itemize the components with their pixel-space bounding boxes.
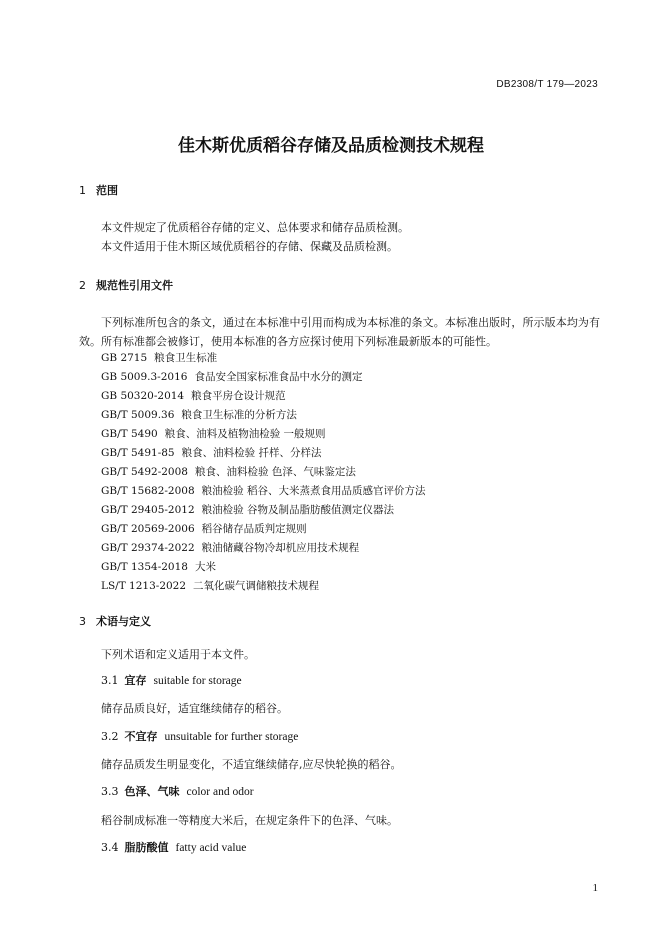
term-english: suitable for storage: [153, 675, 242, 687]
reference-item: [101, 368, 426, 387]
reference-code: GB/T 5009.36: [101, 409, 175, 421]
reference-title: 粮食、油料及植物油检验 一般规则: [164, 428, 326, 440]
term-3-3: [101, 783, 254, 799]
reference-item: [101, 425, 426, 444]
reference-title: 大米: [194, 561, 216, 573]
section-number: 3: [79, 615, 86, 628]
section-title: 规范性引用文件: [96, 279, 173, 292]
reference-title: 粮食平房仓设计规范: [191, 390, 286, 402]
term-english: fatty acid value: [175, 842, 247, 854]
section-number: 2: [79, 279, 86, 292]
reference-code: GB/T 29374-2022: [101, 542, 195, 554]
term-english: unsuitable for further storage: [164, 731, 299, 743]
term-number: 3.1: [101, 674, 119, 687]
section-3-heading: [79, 613, 151, 629]
term-chinese: 不宜存: [124, 730, 158, 743]
section-title: 术语与定义: [96, 615, 151, 628]
term-chinese: 宜存: [124, 674, 147, 687]
reference-code: GB 5009.3-2016: [101, 371, 188, 383]
reference-item: [101, 577, 426, 596]
reference-code: LS/T 1213-2022: [101, 580, 187, 592]
reference-item: [101, 501, 426, 520]
reference-item: [101, 444, 426, 463]
term-3-1: [101, 672, 242, 688]
reference-item: [101, 349, 426, 368]
section-title: 范围: [96, 184, 118, 197]
scope-paragraph-2: 本文件适用于佳木斯区域优质稻谷的存储、保藏及品质检测。: [101, 240, 398, 253]
reference-title: 食品安全国家标准食品中水分的测定: [194, 371, 363, 383]
reference-title: 粮油检验 谷物及制品脂肪酸值测定仪器法: [201, 504, 394, 516]
reference-title: 粮食、油料检验 色泽、气味鉴定法: [194, 466, 356, 478]
reference-code: GB/T 15682-2008: [101, 485, 195, 497]
reference-code: GB/T 5490: [101, 428, 158, 440]
terms-intro: 下列术语和定义适用于本文件。: [101, 648, 255, 661]
reference-title: 二氧化碳气调储粮技术规程: [193, 580, 320, 592]
references-intro: 下列标准所包含的条文，通过在本标准中引用而构成为本标准的条文。本标准出版时，所示版本均为有效。所有标准都会被修订，使用本标准的各方应探讨使用下列标准最新版本的可能性。: [79, 316, 600, 348]
reference-title: 粮食卫生标准的分析方法: [181, 409, 297, 421]
reference-code: GB 2715: [101, 352, 148, 364]
document-title: 佳木斯优质稻谷存储及品质检测技术规程: [178, 136, 484, 156]
reference-title: 粮油检验 稻谷、大米蒸煮食用品质感官评价方法: [201, 485, 426, 497]
reference-code: GB 50320-2014: [101, 390, 185, 402]
reference-list: [101, 349, 426, 596]
reference-item: [101, 482, 426, 501]
section-number: 1: [79, 184, 86, 197]
term-definition: 储存品质良好，适宜继续储存的稻谷。: [101, 702, 288, 715]
term-number: 3.3: [101, 785, 119, 798]
section-1-heading: [79, 182, 118, 198]
page-number: 1: [592, 882, 598, 894]
term-chinese: 脂肪酸值: [124, 841, 169, 854]
section-2-heading: [79, 277, 173, 293]
term-number: 3.4: [101, 841, 119, 854]
term-3-2: [101, 728, 298, 744]
term-chinese: 色泽、气味: [124, 785, 180, 798]
term-definition: 稻谷制成标准一等精度大米后，在规定条件下的色泽、气味。: [101, 814, 398, 827]
term-definition: 储存品质发生明显变化，不适宜继续储存,应尽快轮换的稻谷。: [101, 758, 402, 771]
reference-item: [101, 520, 426, 539]
reference-item: [101, 387, 426, 406]
scope-paragraph-1: 本文件规定了优质稻谷存储的定义、总体要求和储存品质检测。: [101, 221, 409, 234]
reference-title: 粮油储藏谷物冷却机应用技术规程: [201, 542, 360, 554]
reference-item: [101, 463, 426, 482]
document-code: DB2308/T 179—2023: [496, 79, 598, 90]
term-3-4: [101, 839, 246, 855]
reference-code: GB/T 5492-2008: [101, 466, 188, 478]
reference-code: GB/T 5491-85: [101, 447, 175, 459]
reference-code: GB/T 1354-2018: [101, 561, 188, 573]
reference-item: [101, 539, 426, 558]
reference-title: 粮食卫生标准: [154, 352, 218, 364]
term-number: 3.2: [101, 730, 119, 743]
reference-code: GB/T 29405-2012: [101, 504, 195, 516]
reference-title: 稻谷储存品质判定规则: [201, 523, 307, 535]
reference-item: [101, 558, 426, 577]
term-english: color and odor: [186, 786, 254, 798]
reference-code: GB/T 20569-2006: [101, 523, 195, 535]
reference-item: [101, 406, 426, 425]
reference-title: 粮食、油料检验 扦样、分样法: [181, 447, 322, 459]
